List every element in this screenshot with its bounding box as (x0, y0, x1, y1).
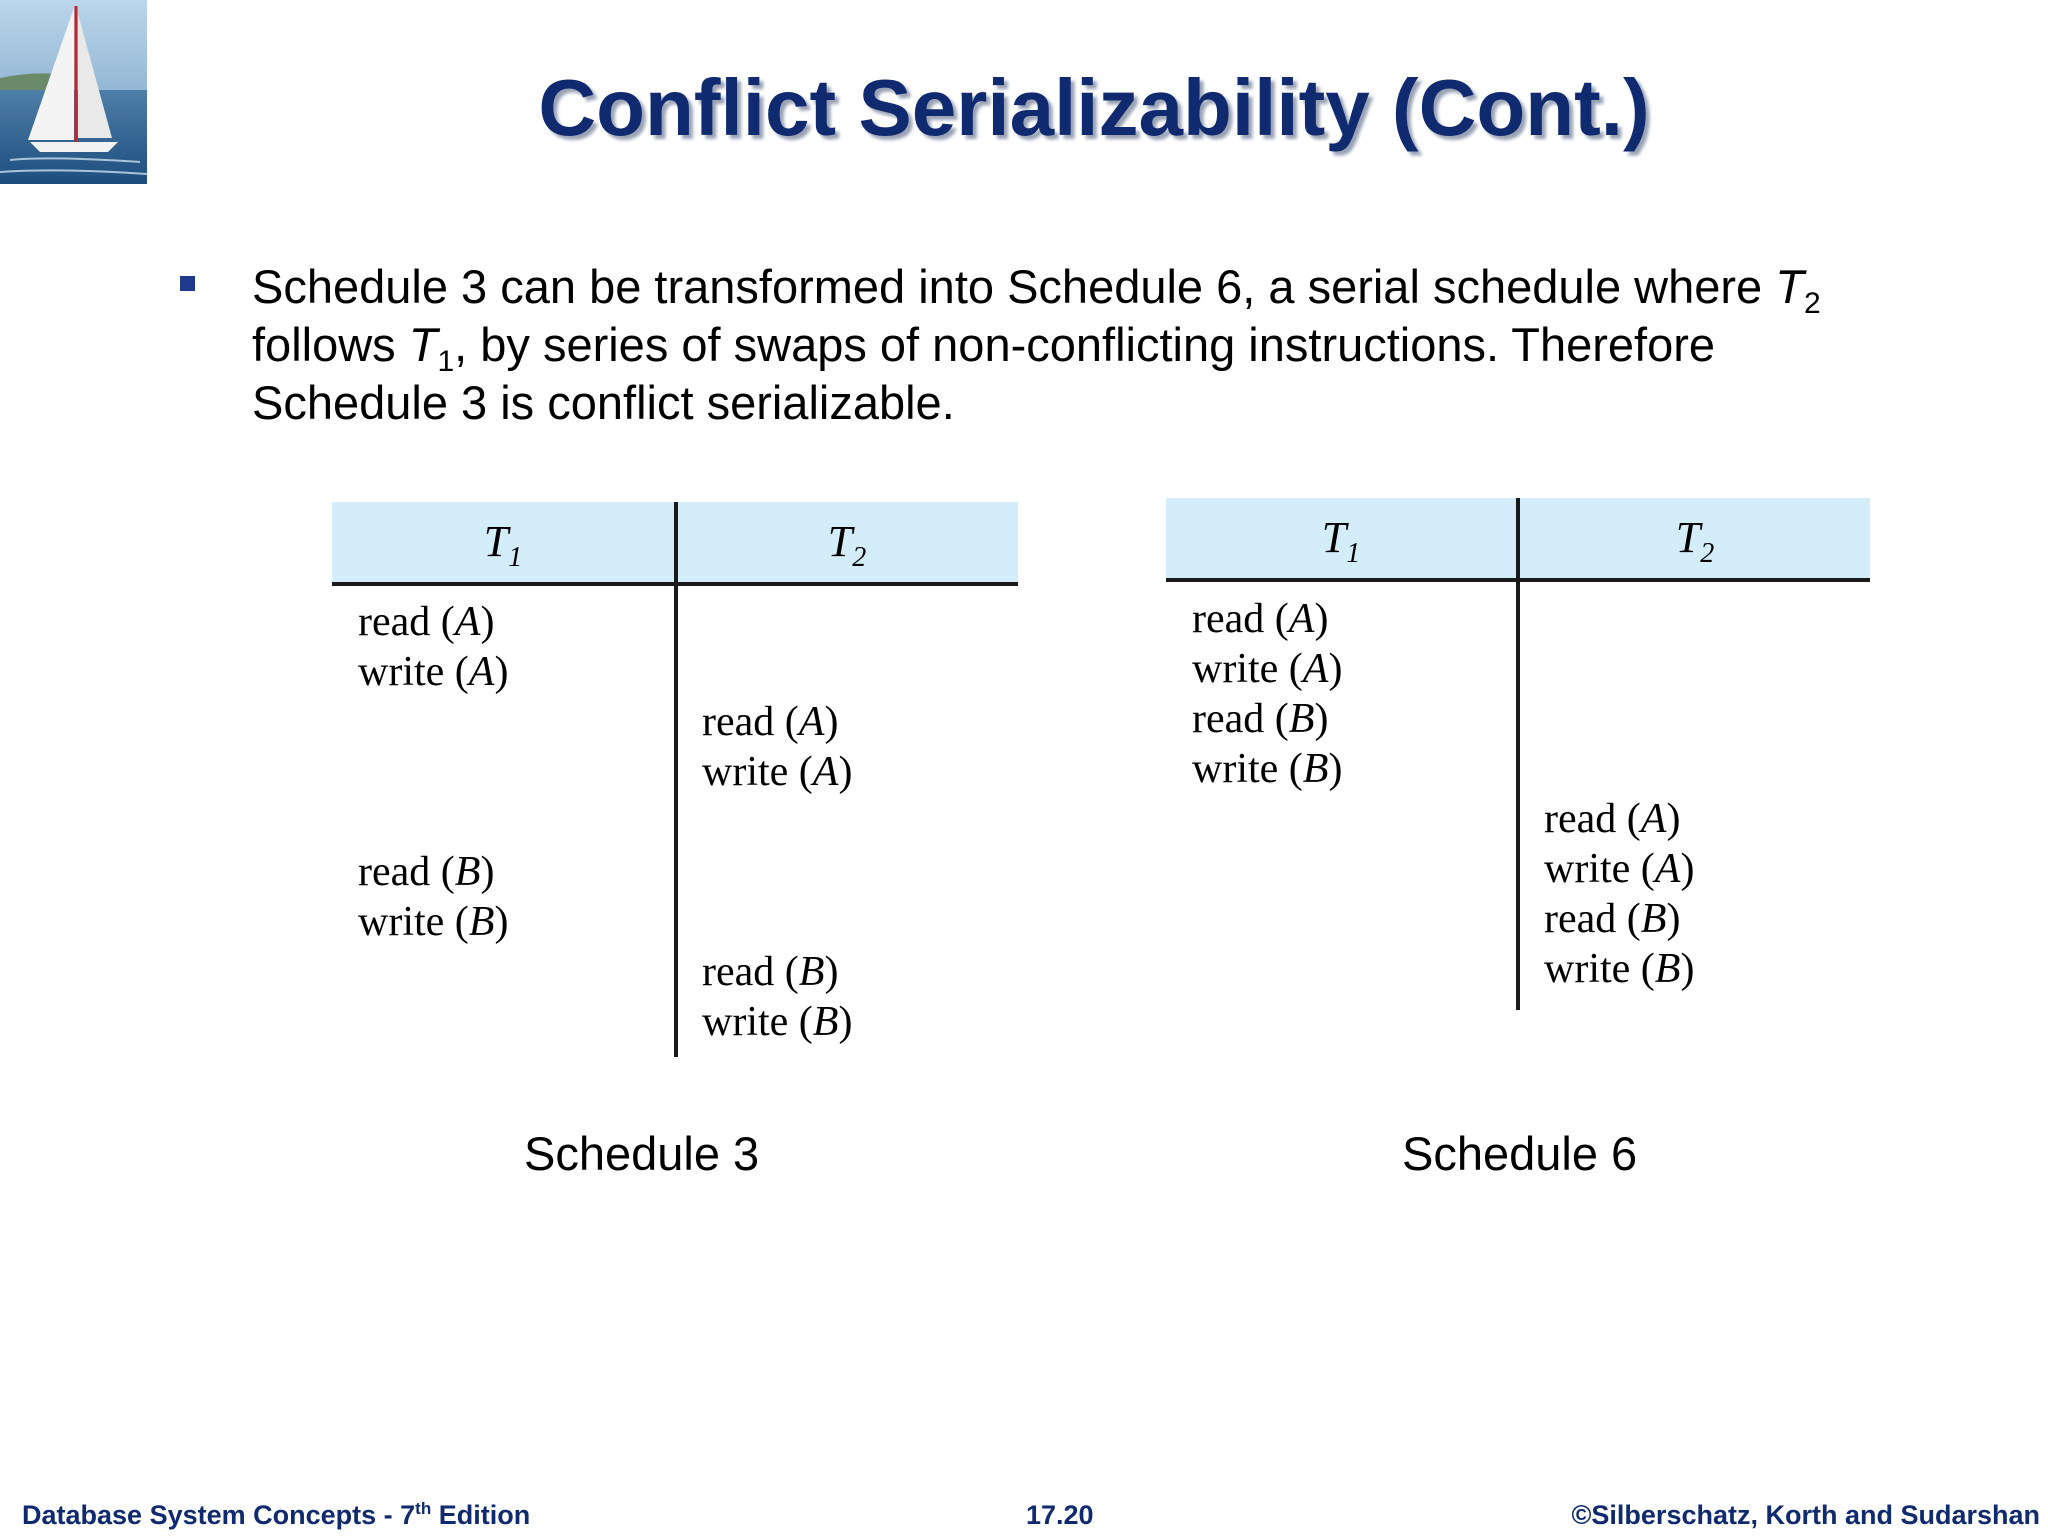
schedule-3-op: read (A) (358, 599, 495, 645)
bullet-seg3: , by series of swaps of non-conflicting instructions. Therefore Schedule 3 is conflict serializable. (252, 318, 1716, 429)
schedule-3-header-t2: $T_2$ (827, 517, 867, 573)
schedule-6-divider (1516, 498, 1520, 1010)
footer-copyright: ©Silberschatz, Korth and Sudarshan (1571, 1500, 2040, 1530)
schedule-6-caption: Schedule 6 (1402, 1127, 1638, 1180)
schedule-3-op: read (B) (702, 949, 839, 995)
schedule-6-op: write (B) (1192, 746, 1343, 792)
schedule-6-op: read (A) (1544, 796, 1681, 842)
schedule-6-header-t2: $T_2$ (1675, 513, 1715, 569)
schedule-3-op: write (B) (358, 899, 509, 945)
schedule-3-op: read (A) (702, 699, 839, 745)
schedule-3-header-t1: $T_1$ (483, 517, 523, 573)
schedule-3-divider (674, 502, 678, 1057)
bullet-seg2: follows (252, 318, 409, 371)
bullet-t1: T (408, 318, 438, 371)
bullet-square-icon (180, 276, 195, 291)
schedule-3-op: read (B) (358, 849, 495, 895)
bullet-t1-sub: 1 (437, 345, 455, 378)
schedule-3-op: write (A) (702, 749, 853, 795)
schedule-6-op: write (B) (1544, 946, 1695, 992)
schedule-6-header-t1: $T_1$ (1321, 513, 1361, 569)
slide-title: Conflict Serializability (Cont.) (538, 63, 1650, 152)
footer-page-number: 17.20 (1026, 1500, 1094, 1530)
bullet-seg1: Schedule 3 can be transformed into Schedule 6, a serial schedule where (252, 260, 1776, 313)
schedule-6-table (1166, 498, 1870, 1010)
bullet-t2-sub: 2 (1803, 287, 1821, 320)
schedule-3-op: write (A) (358, 649, 509, 695)
schedule-6-op: read (B) (1544, 896, 1681, 942)
schedule-6-op: write (A) (1192, 646, 1343, 692)
schedule-6-op: write (A) (1544, 846, 1695, 892)
schedule-6-op: read (A) (1192, 596, 1329, 642)
schedule-6-op: read (B) (1192, 696, 1329, 742)
schedule-3-op: write (B) (702, 999, 853, 1045)
schedule-3-caption: Schedule 3 (524, 1127, 760, 1180)
footer-left: Database System Concepts - 7th Edition (22, 1499, 531, 1530)
bullet-t2: T (1775, 260, 1804, 313)
bullet-text (252, 258, 1902, 432)
schedule-3-table (332, 502, 1018, 1057)
